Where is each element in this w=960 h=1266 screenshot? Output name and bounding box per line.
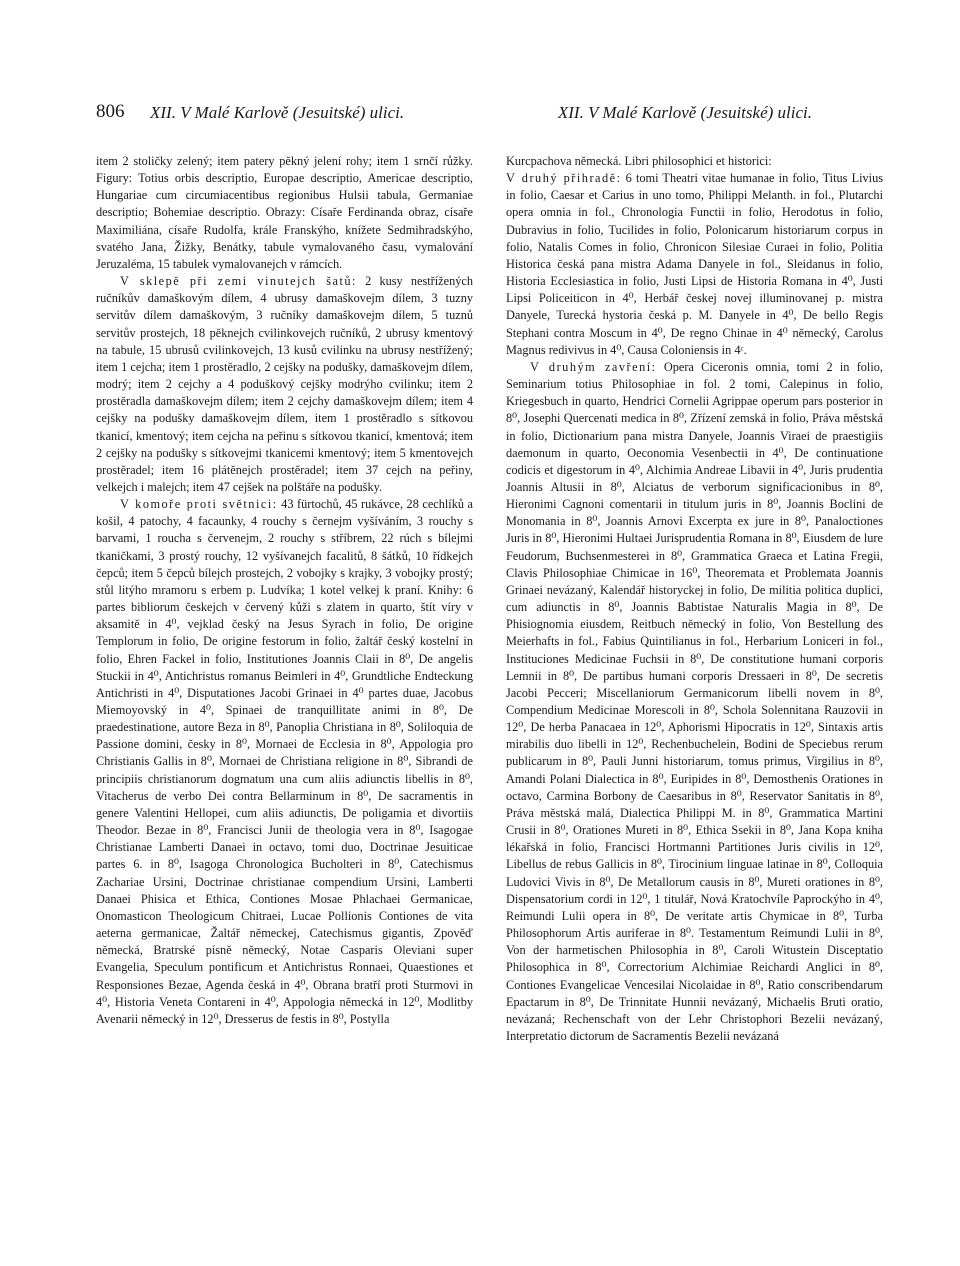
right-running-head: XII. V Malé Karlově (Jesuitské) ulici. [557,103,812,122]
second-closet-heading: V druhým zavření: [530,359,657,374]
page-number: 806 [96,101,125,122]
left-running-head: XII. V Malé Karlově (Jesuitské) ulici. [150,103,405,122]
right-column [506,153,883,1233]
left-paragraph-3 [96,496,473,1028]
running-header [96,101,812,125]
second-closet-text: Opera Ciceronis omnia, tomi 2 in folio, Seminarium totius Philosophiae in fol. 2 tomi, Calepinus in folio, Kriegesbuch in quarto, Hendrici Cornelii Agrippae operum pars posterior in 8⁰, Josephi Quercenati medica in 8⁰, Zřízení zemská in folio, Práva městská in folio, Dictionarium pana mistra Danyele, Joannis Viraei de praestigiis daemonum in quarto, Oeconomia Vesenbectii in 4⁰, De continuatione codicis et digestorum in 4⁰, Alchimia Andreae Libavii in 4⁰, Juris prudentia Joannis Altusii in 8⁰, Alciatus de verborum significacionibus in 8⁰, Hieronimi Cagnoni comentarii in titulum juris in 8⁰, Joannis Boclini de Monomania in 8⁰, Joannis Arnovi Excerpta ex jure in 8⁰, Panaloctiones Juris in 8⁰, Hieronimi Hultaei Jurisprudentia Romana in 8⁰, Eiusdem de lure Feudorum, Buchsenmesterei in 8⁰, Grammatica Graeca et Latina Fregii, Clavis Philosophiae Chimicae in 16⁰, Theoremata et Problemata Joannis Grinaei nevázaný, Kalendář historyckej in folio, De militia politica duplici, cum adiunctis in 8⁰, Joannis Babtistae Naturalis Magia in 8⁰, De Phisiognomia eiusdem, Reitbuch německý in folio, Von Bestellung des Meierhafts in fol., Fabius Quintilianus in fol., Herbarium Loniceri in fol., Instituciones Medicinae Fuchsii in 8⁰, De constitutione humani corporis Lemnii in 8⁰, De partibus humani corporis Dressaeri in 8⁰, De secretis Jacobi Pecceri; Miscellaniorum Germanicorum libelli novem in 8⁰, Compendium Medicinae Morescoli in 8⁰, Schola Solennitana Rauzovii in 12⁰, De herba Panacaea in 12⁰, Aphorismi Hipocratis in 12⁰, Sintaxis artis mirabilis duo libelli in 12⁰, Rechenbuchelein, Bodini de Speciebus rerum publicarum in 8⁰, Pauli Junni historiarum, tomus primus, Virgilius in 8⁰, Amandi Polani Dialectica in 8⁰, Euripides in 8⁰, Demosthenis Orationes in octavo, Carmina Borbony de Caesaribus in 8⁰, Reservator Sanitatis in 8⁰, Práva městská malá, Dialectica Philippi M. in 8⁰, Grammatica Martini Crusii in 8⁰, Orationes Mureti in 8⁰, Ethica Ssekii in 8⁰, Jana Kopa kniha lékařská in folio, Francisci Hortmanni Partitiones Juris civilis in 12⁰, Libellus de rebus Gallicis in 8⁰, Tirocinium linguae latinae in 8⁰, Colloquia Ludovici Vivis in 8⁰, De Metallorum causis in 8⁰, Mureti orationes in 8⁰, Dispensatorium cordi in 12⁰, 1 titulář, Nová Kratochvíle Paprockýho in 4⁰, Reimundi Lulii opera in 8⁰, De veritate artis Chymicae in 8⁰, Turba Philosophorum Artis auriferae in 8⁰. Testamentum Reimundi Lulii in 8⁰, Von der harmetischen Philosophia in 8⁰, Caroli Witustein Disceptatio Philosophica in 8⁰, Correctorium Alchimiae Reichardi Anglici in 8⁰, Contiones Evangelicae Vencesilai Nicolaidae in 8⁰, Ratio conscribendarum Epactarum in 8⁰, De Trinnitate Hunnii nevázaný, Michaelis Bruti oratio, nevázaná; Rechenschaft von der Lehr Christophori Bezelii nevázaný, Interpretatio dictorum de Sacramentis Bezelii nevázaná [506,359,883,1043]
right-paragraph-3 [506,359,883,1045]
left-paragraph-2 [96,273,473,496]
chamber-section-text: 43 fürtochů, 45 rukávce, 28 cechlíků a košil, 4 patochy, 4 facaunky, 4 rouchy s černejm vyšíváním, 3 rouchy s barvami, 1 roucha s červenejm, 2 rouchy s stříbrem, 22 rúch s bílejmi tkaničkami, 3 prostý rouchy, 12 vyšívanejch facalitů, 8 šátků, 10 řídkejch čepců; item 5 čepců bílejch prostejch, 2 vobojky s krajky, 3 vobojky prostý; stůl litýho mramoru s erbem p. Ludvíka; 1 kotel velkej k praní. Knihy: 6 partes bibliorum českejch v červený kůži s zlatem in quarto, štít víry v aksamitě in 4⁰, vejklad český na Jesus Syrach in folio, De origine Templorum in folio, De origine festorum in folio, žaltář český kostelní in folio, Ehren Fackel in folio, Institutiones Joannis Claii in 8⁰, De angelis Stuckii in 4⁰, Antichristus romanus Beimleri in 4⁰, Grundtliche Endteckung Antichristi in 4⁰, Disputationes Jacobi Grinaei in 4⁰ partes duae, Jacobus Miemoyovský in 4⁰, Spinaei de tranquillitate animi in 8⁰, De praedestinatione, autore Beza in 8⁰, Panoplia Christiana in 8⁰, Soliloquia de Passione domini, česky in 8⁰, Mornaei de Ecclesia in 8⁰, Appologia pro Christianis Gallis in 8⁰, Mornaei de Christiana religione in 8⁰, Sibrandi de principiis christianorum dogmatum una cum aliis adiunctis libellis in 8⁰, Vitacherus de verbo Dei contra Bellarminum in 8⁰, De sacramentis in genere Valentini Hellopei, cum aliis adiunctis, De poligamia et divortiis Theodor. Bezae in 8⁰, Francisci Junii de theologia vera in 8⁰, Isagogae Christianae Lamberti Danaei in octavo, tomi duo, Doctrinae Jesuiticae partes 6. in 8⁰, Isagoga Chronologica Bucholteri in 8⁰, Catechismus Zachariae Ursini, Doctrinae christianae compendium Ursini, Lamberti Danaei Phisica et Ethica, Contiones Mosae Phlachaei Germanicae, Onomasticon Theologicum Chitraei, Lucae Pollionis Contiones de vita aeterna germanicae, Žaltář německej, Catechismus gigantis, Zpověď německá, Bratrské písně německý, Notae Casparis Oleviani super Evangelia, Speculum pontificum et Antichristus Ronnaei, Quaestiones et Responsiones Bezae, Agenda česká in 4⁰, Obrana bratří proti Sturmovi in 4⁰, Historia Veneta Contareni in 4⁰, Appologia německá in 12⁰, Modlitby Avenarii německý in 12⁰, Dresserus de festis in 8⁰, Postylla [96,497,473,1026]
left-paragraph-1: item 2 stoličky zelený; item patery pěkný jelení rohy; item 1 srnčí růžky. Figury: Totius orbis descriptio, Europae descriptio, Americae descriptio, Hungariae cum circumiacentibus regionibus Hulsii tabula, Germaniae descriptio; Bohemiae descriptio. Obrazy: Císaře Ferdinanda obraz, císaře Maximiliána, císaře Rudolfa, krále Franskýho, knížete Sedmihradskýho, svatého Jana, Žižky, Benátky, tabule vymalovaného času, vymalování Jeruzaléma, 15 tabulek vymalovanejch v rámcích. [96,154,473,271]
cellar-section-text: 2 kusy nestřížených ručníkův damaškovým dílem, 4 ubrusy damaškovejm dílem, 3 tuzny servitův dílem damaškovým, 3 ručníky damaškovejm dílem, 5 tuznů servitův prostejch, 18 pěknejch cvilinkovejch ručníků, 2 ubrusy kmentový na tabule, 15 ubrusů cvilinkovejch, 13 kusů cvilinku na ubrusy nestřížený; item 1 cejcha; item 1 prostěradlo, 2 cejšky na podušky, damaškovejm dílem, modrý; item 2 cejchy a 4 poduškový cejšky modrýho cvilinku; item 2 prostěradla damaškovejm dílem; item 2 cejchy damaškovejm dílem; item 4 cejšky na podušky damaškovejm dílem, item 1 prostěradlo s sítkovou tkanicí, kmentový; item cejcha na peřinu s sítkovou tkanicí, kmentová; item 2 cejšky na podušky s sítkovejmi tkanicemi kmentový; item 5 kmentovejch prostěradel; item 16 plátěnejch prostěradel; item 37 cejch na peřiny, velkejch i malejch; item 47 cejšek na polštáře na podušky. [96,274,473,494]
left-column [96,153,473,1233]
right-paragraph-2 [506,170,883,359]
second-shelf-heading: V druhý přihradě: [506,171,622,186]
right-paragraph-1: Kurcpachova německá. Libri philosophici et historici: [506,154,772,168]
cellar-section-heading: V sklepě při zemi vinutejch šatů: [120,274,357,289]
second-shelf-text: 6 tomi Theatri vitae humanae in folio, Titus Livius in folio, Caesar et Carius in uno tomo, Philippi Melanth. in fol., Plutarchi opera omnia in fol., Chronologia Functii in folio, Herodotus in folio, Dubravius in folio, Tucilides in folio, Polonicarum historiarum corpus in folio, Natalis Comes in folio, Chronicon Silesiae Curaei in folio, Politia Historica česká pana mistra Adama Danyele in fol., Sleidanus in folio, Historia Ecclesiastica in folio, Justi Lipsi de Historia Romana in 4⁰, Justi Lipsi Policeiticon in 4⁰, Herbář českej novej illuminovanej p. mistra Danyele, Turecká hystoria česká p. M. Danyele in 4⁰, De bello Regis Stephani contra Moscum in 4⁰, De regno Chinae in 4⁰ německý, Carolus Magnus redivivus in 4⁰, Causa Coloniensis in 4ᶜ. [506,171,883,357]
chamber-section-heading: V komoře proti světnici: [120,497,278,512]
